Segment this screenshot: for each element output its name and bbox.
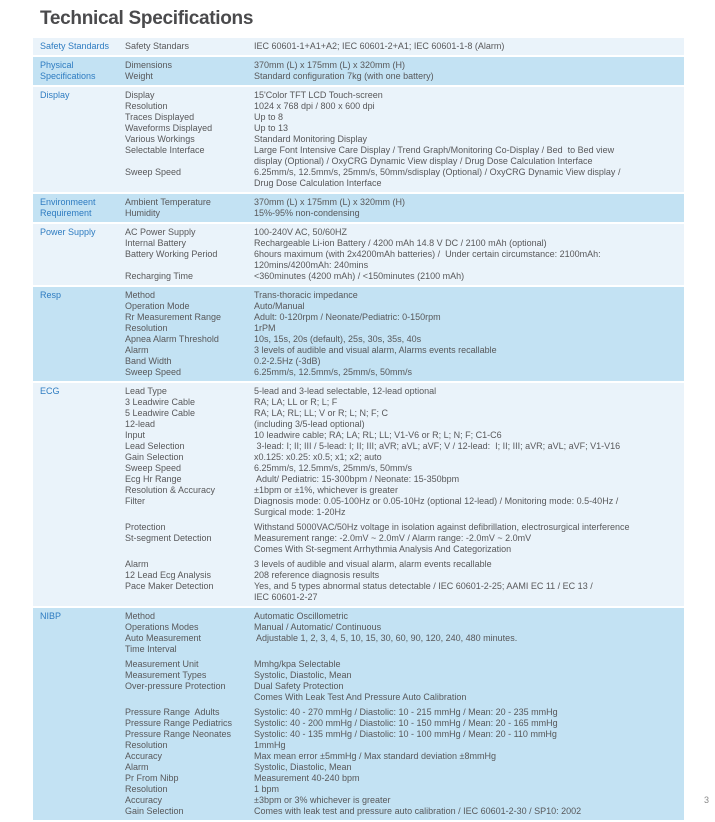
param-value: ±1bpm or ±1%, whichever is greater — [254, 485, 398, 495]
param-value: Systolic, Diastolic, Mean — [254, 762, 352, 772]
param-value: Up to 8 — [254, 112, 284, 122]
param-value: Adjustable 1, 2, 3, 4, 5, 10, 15, 30, 60, 90, 120, 240, 480 minutes. — [254, 633, 518, 643]
param-value: 6hours maximum (with 2x4200mAh batteries) / Under certain circumstance: 2100mAh: 120mins/4200mAh: 240mins — [254, 249, 601, 270]
spec-row — [125, 681, 680, 703]
spec-section — [33, 194, 684, 222]
spec-row — [125, 208, 680, 219]
param-value: Systolic: 40 - 200 mmHg / Diastolic: 10 - 150 mmHg / Mean: 20 - 165 mmHg — [254, 718, 558, 728]
spec-row — [125, 419, 680, 430]
param-value: Withstand 5000VAC/50Hz voltage in isolation against defibrillation, electrosurgical interference — [254, 522, 630, 532]
spec-row — [125, 452, 680, 463]
param-label: AC Power Supply — [125, 227, 196, 237]
spec-row — [125, 611, 680, 622]
spec-row — [125, 762, 680, 773]
spec-row — [125, 718, 680, 729]
param-value: Trans-thoracic impedance — [254, 290, 358, 300]
param-label: Protection — [125, 522, 166, 532]
param-value: 208 reference diagnosis results — [254, 570, 380, 580]
param-label: Resolution — [125, 740, 168, 750]
section-rows — [125, 90, 680, 189]
spec-row — [125, 367, 680, 378]
section-name: Power Supply — [40, 227, 96, 237]
section-rows — [125, 290, 680, 378]
param-label: 3 Leadwire Cable — [125, 397, 196, 407]
param-value: 10 leadwire cable; RA; LA; RL; LL; V1-V6 or R; L; N; F; C1-C6 — [254, 430, 502, 440]
spec-table — [33, 38, 684, 822]
param-value: Mmhg/kpa Selectable — [254, 659, 341, 669]
param-value: Dual Safety Protection Comes With Leak Test And Pressure Auto Calibration — [254, 681, 467, 702]
param-label: Band Width — [125, 356, 172, 366]
param-label: 12-lead — [125, 419, 156, 429]
param-value: 15%-95% non-condensing — [254, 208, 360, 218]
section-name: Safety Standards — [40, 41, 110, 51]
section-name: ECG — [40, 386, 60, 396]
page-number: 3 — [703, 795, 709, 805]
param-label: Battery Working Period — [125, 249, 218, 259]
param-label: Gain Selection — [125, 806, 184, 816]
param-label: Recharging Time — [125, 271, 194, 281]
param-label: Dimensions — [125, 60, 173, 70]
spec-row — [125, 290, 680, 301]
param-value: RA; LA; RL; LL; V or R; L; N; F; C — [254, 408, 389, 418]
spec-row — [125, 408, 680, 419]
spec-row — [125, 559, 680, 570]
section-name: NIBP — [40, 611, 62, 621]
param-label: Pressure Range Neonates — [125, 729, 232, 739]
param-value: 370mm (L) x 175mm (L) x 320mm (H) — [254, 197, 406, 207]
param-label: Sweep Speed — [125, 463, 182, 473]
spec-row — [125, 463, 680, 474]
spec-row — [125, 751, 680, 762]
param-label: Resolution — [125, 323, 168, 333]
param-label: Alarm — [125, 762, 149, 772]
spec-row — [125, 806, 680, 817]
param-value: 6.25mm/s, 12.5mm/s, 25mm/s, 50mm/sdisplay (Optional) / OxyCRG Dynamic View display / Drug Dose Calculation Interface — [254, 167, 621, 188]
param-label: Accuracy — [125, 795, 163, 805]
param-label: Internal Battery — [125, 238, 187, 248]
spec-row — [125, 227, 680, 238]
spec-row — [125, 249, 680, 271]
spec-row — [125, 570, 680, 581]
spec-row — [125, 145, 680, 167]
spec-row — [125, 334, 680, 345]
param-label: Ecg Hr Range — [125, 474, 182, 484]
spec-row — [125, 474, 680, 485]
spec-row — [125, 441, 680, 452]
spec-row — [125, 397, 680, 408]
spec-row — [125, 271, 680, 282]
section-name: Display — [40, 90, 70, 100]
param-label: Humidity — [125, 208, 161, 218]
spec-row — [125, 659, 680, 670]
param-value: Large Font Intensive Care Display / Trend Graph/Monitoring Co-Display / Bed to Bed view display (Optional) / OxyCRG Dynamic View display / Drug Dose Calculation Interface — [254, 145, 615, 166]
spec-row — [125, 238, 680, 249]
spec-row — [125, 90, 680, 101]
param-label: Pressure Range Pediatrics — [125, 718, 233, 728]
spec-row — [125, 485, 680, 496]
spec-row — [125, 197, 680, 208]
param-value: 1mmHg — [254, 740, 286, 750]
param-value: 3 levels of audible and visual alarm, alarm events recallable — [254, 559, 492, 569]
param-label: Pr From Nibp — [125, 773, 179, 783]
spec-row — [125, 729, 680, 740]
page-title: Technical Specifications — [40, 8, 254, 29]
param-value: Measurement range: -2.0mV ~ 2.0mV / Alarm range: -2.0mV ~ 2.0mV Comes With St-segment Arrhythmia Analysis And Categorization — [254, 533, 532, 554]
param-value: Adult/ Pediatric: 15-300bpm / Neonate: 15-350bpm — [254, 474, 460, 484]
param-value: 6.25mm/s, 12.5mm/s, 25mm/s, 50mm/s — [254, 367, 413, 377]
param-value: Systolic, Diastolic, Mean — [254, 670, 352, 680]
spec-row — [125, 784, 680, 795]
param-label: Traces Displayed — [125, 112, 195, 122]
param-value: Automatic Oscillometric — [254, 611, 349, 621]
spec-row — [125, 622, 680, 633]
spec-row — [125, 323, 680, 334]
param-value: Max mean error ±5mmHg / Max standard deviation ±8mmHg — [254, 751, 496, 761]
param-value: Standard configuration 7kg (with one battery) — [254, 71, 434, 81]
param-label: Filter — [125, 496, 145, 506]
param-value: Measurement 40-240 bpm — [254, 773, 360, 783]
param-label: Operation Mode — [125, 301, 190, 311]
param-value: 1 bpm — [254, 784, 280, 794]
param-value: Adult: 0-120rpm / Neonate/Pediatric: 0-150rpm — [254, 312, 441, 322]
param-value: RA; LA; LL or R; L; F — [254, 397, 338, 407]
param-value: <360minutes (4200 mAh) / <150minutes (2100 mAh) — [254, 271, 465, 281]
spec-row — [125, 522, 680, 533]
param-value: Manual / Automatic/ Continuous — [254, 622, 382, 632]
spec-row — [125, 112, 680, 123]
param-value: Diagnosis mode: 0.05-100Hz or 0.05-10Hz (optional 12-lead) / Monitoring mode: 0.5-40Hz / Surgical mode: 1-20Hz — [254, 496, 619, 517]
param-value: Systolic: 40 - 135 mmHg / Diastolic: 10 - 100 mmHg / Mean: 20 - 110 mmHg — [254, 729, 557, 739]
param-label: Resolution & Accuracy — [125, 485, 216, 495]
spec-row — [125, 71, 680, 82]
spec-row — [125, 496, 680, 518]
param-label: Safety Standars — [125, 41, 190, 51]
param-value: Yes, and 5 types abnormal status detectable / IEC 60601-2-25; AAMI EC 11 / EC 13 / IEC 60601-2-27 — [254, 581, 593, 602]
spec-row — [125, 312, 680, 323]
param-label: Measurement Types — [125, 670, 207, 680]
section-rows — [125, 611, 680, 817]
section-rows — [125, 60, 680, 82]
spec-row — [125, 101, 680, 112]
param-label: St-segment Detection — [125, 533, 212, 543]
spec-row — [125, 301, 680, 312]
spec-row — [125, 345, 680, 356]
param-label: Sweep Speed — [125, 367, 182, 377]
param-value: IEC 60601-1+A1+A2; IEC 60601-2+A1; IEC 60601-1-8 (Alarm) — [254, 41, 505, 51]
spec-section — [33, 38, 684, 55]
spec-row — [125, 430, 680, 441]
spec-row — [125, 167, 680, 189]
section-rows — [125, 41, 680, 52]
param-label: Accuracy — [125, 751, 163, 761]
param-value: 10s, 15s, 20s (default), 25s, 30s, 35s, 40s — [254, 334, 422, 344]
param-label: Resolution — [125, 784, 168, 794]
param-label: Rr Measurement Range — [125, 312, 222, 322]
spec-row — [125, 41, 680, 52]
param-label: Display — [125, 90, 155, 100]
param-label: Sweep Speed — [125, 167, 182, 177]
param-value: ±3bpm or 3% whichever is greater — [254, 795, 391, 805]
param-value: Up to 13 — [254, 123, 289, 133]
spec-row — [125, 773, 680, 784]
param-label: 12 Lead Ecg Analysis — [125, 570, 212, 580]
spec-section — [33, 224, 684, 285]
section-name: Physical Specifications — [40, 60, 96, 81]
param-value: x0.125: x0.25: x0.5; x1; x2; auto — [254, 452, 382, 462]
spec-row — [125, 740, 680, 751]
param-label: Auto Measurement Time Interval — [125, 633, 202, 654]
param-label: Apnea Alarm Threshold — [125, 334, 219, 344]
param-label: Pace Maker Detection — [125, 581, 214, 591]
section-name: Resp — [40, 290, 62, 300]
param-value: 100-240V AC, 50/60HZ — [254, 227, 348, 237]
param-value: 1rPM — [254, 323, 276, 333]
spec-row — [125, 386, 680, 397]
spec-section — [33, 383, 684, 606]
spec-row — [125, 581, 680, 603]
param-label: Lead Type — [125, 386, 167, 396]
param-value: 6.25mm/s, 12.5mm/s, 25mm/s, 50mm/s — [254, 463, 413, 473]
spec-row — [125, 670, 680, 681]
param-value: 0.2-2.5Hz (-3dB) — [254, 356, 321, 366]
param-label: Resolution — [125, 101, 168, 111]
param-label: Selectable Interface — [125, 145, 205, 155]
param-label: Measurement Unit — [125, 659, 199, 669]
param-label: Various Workings — [125, 134, 195, 144]
param-value: 370mm (L) x 175mm (L) x 320mm (H) — [254, 60, 406, 70]
param-label: 5 Leadwire Cable — [125, 408, 196, 418]
param-value: 3 levels of audible and visual alarm, Alarms events recallable — [254, 345, 497, 355]
param-label: Pressure Range Adults — [125, 707, 220, 717]
param-value: Comes with leak test and pressure auto calibration / IEC 60601-2-30 / SP10: 2002 — [254, 806, 582, 816]
section-rows — [125, 227, 680, 282]
param-value: Systolic: 40 - 270 mmHg / Diastolic: 10 - 215 mmHg / Mean: 20 - 235 mmHg — [254, 707, 558, 717]
param-value: 5-lead and 3-lead selectable, 12-lead optional — [254, 386, 437, 396]
section-rows — [125, 386, 680, 603]
section-name: Environmeent Requirement — [40, 197, 96, 218]
param-label: Operations Modes — [125, 622, 199, 632]
param-label: Alarm — [125, 345, 149, 355]
spec-row — [125, 60, 680, 71]
param-label: Input — [125, 430, 146, 440]
spec-row — [125, 633, 680, 655]
spec-section — [33, 608, 684, 820]
spec-row — [125, 533, 680, 555]
param-value: (including 3/5-lead optional) — [254, 419, 365, 429]
spec-section — [33, 87, 684, 192]
param-label: Over-pressure Protection — [125, 681, 226, 691]
param-label: Method — [125, 290, 156, 300]
spec-row — [125, 134, 680, 145]
param-value: Auto/Manual — [254, 301, 305, 311]
param-label: Ambient Temperature — [125, 197, 211, 207]
param-label: Waveforms Displayed — [125, 123, 213, 133]
param-label: Gain Selection — [125, 452, 184, 462]
param-value: 3-lead: I; II; III / 5-lead: I; II; III; aVR; aVL; aVF; V / 12-lead: I; II; III; aVR; aVL; aVF; V1-V16 — [254, 441, 621, 451]
spec-row — [125, 795, 680, 806]
spec-row — [125, 123, 680, 134]
param-value: 1024 x 768 dpi / 800 x 600 dpi — [254, 101, 375, 111]
param-label: Alarm — [125, 559, 149, 569]
param-value: 15'Color TFT LCD Touch-screen — [254, 90, 383, 100]
spec-section — [33, 57, 684, 85]
spec-row — [125, 707, 680, 718]
section-rows — [125, 197, 680, 219]
spec-section — [33, 287, 684, 381]
param-value: Standard Monitoring Display — [254, 134, 368, 144]
param-value: Rechargeable Li-ion Battery / 4200 mAh 14.8 V DC / 2100 mAh (optional) — [254, 238, 547, 248]
spec-row — [125, 356, 680, 367]
param-label: Lead Selection — [125, 441, 185, 451]
param-label: Weight — [125, 71, 153, 81]
param-label: Method — [125, 611, 156, 621]
